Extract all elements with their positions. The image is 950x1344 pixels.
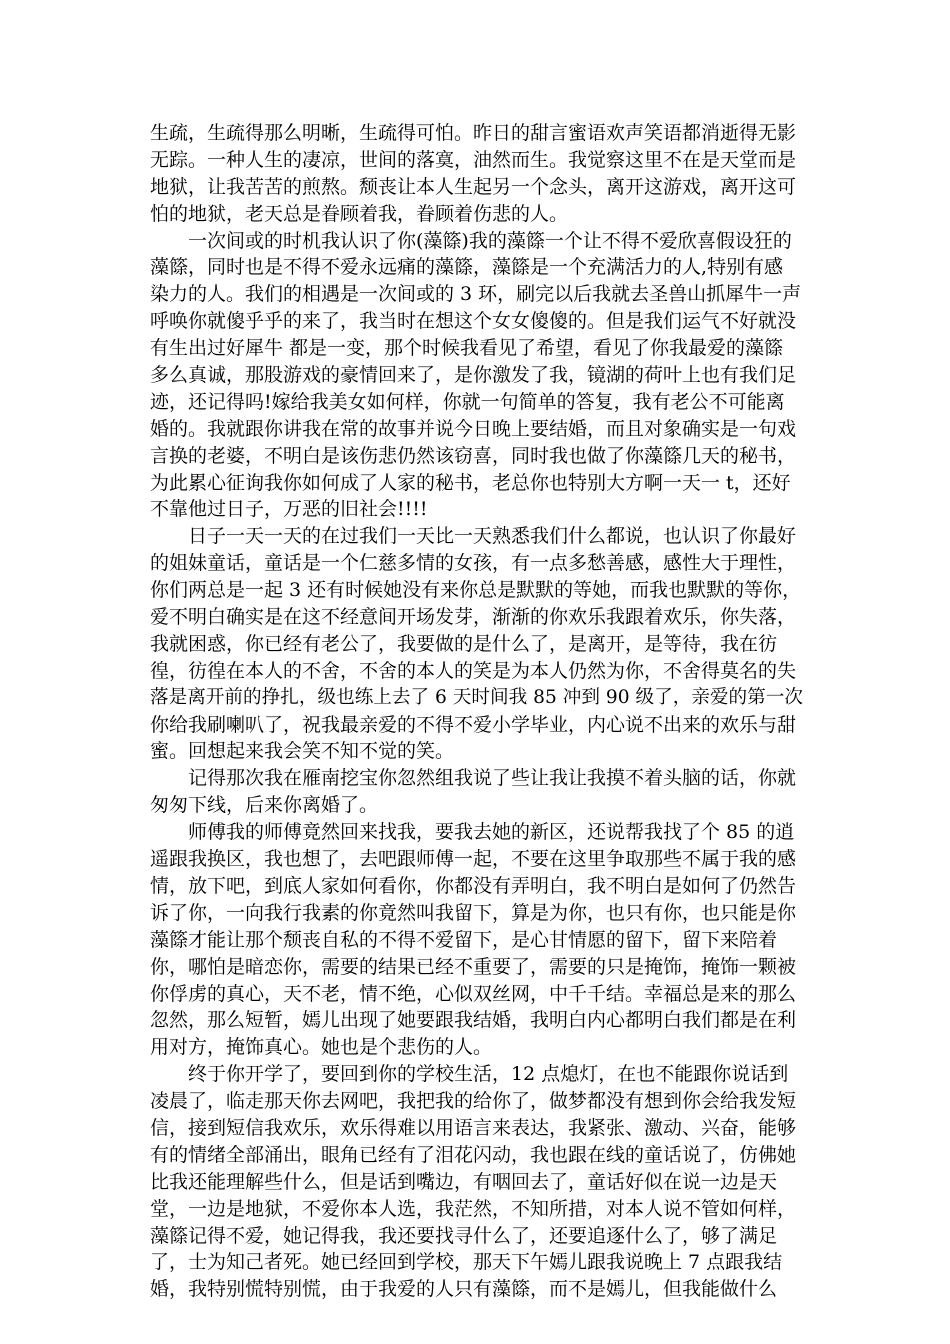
text-line: 染力的人。我们的相遇是一次间或的 3 环，刷完以后我就去圣兽山抓犀牛一声 [150, 283, 802, 306]
text-line: 迹，还记得吗!嫁给我美女如何样，你就一句简单的答复，我有老公不可能离 [150, 390, 785, 413]
text-line: 蜜。回想起来我会笑不知不觉的笑。 [150, 740, 455, 763]
text-line: 婚，我特别慌特别慌，由于我爱的人只有藻篨，而不是嫣儿，但我能做什么 [150, 1278, 778, 1301]
text-line: 藻篨，同时也是不得不爱永远痛的藻篨，藻篨是一个充满活力的人,特别有感 [150, 256, 784, 279]
text-line: 你给我刷喇叭了，祝我最亲爱的不得不爱小学毕业，内心说不出来的欢乐与甜 [150, 713, 797, 736]
text-line: 信，接到短信我欢乐，欢乐得难以用语言来表达，我紧张、激动、兴奋，能够 [150, 1116, 797, 1139]
text-line: 比我还能理解些什么，但是话到嘴边，有咽回去了，童话好似在说一边是天 [150, 1170, 778, 1193]
text-line: 凌晨了，临走那天你去网吧，我把我的给你了，做梦都没有想到你会给我发短 [150, 1090, 797, 1113]
text-line: 你俘虏的真心，天不老，情不绝，心似双丝网，中千千结。幸福总是来的那么 [150, 982, 797, 1005]
text-line: 为此累心征询我你如何成了人家的秘书，老总你也特别大方啊一天一 t，还好 [150, 471, 791, 494]
text-line: 遥跟我换区，我也想了，去吧跟师傅一起，不要在这里争取那些不属于我的感 [150, 848, 797, 871]
text-line: 无踪。一种人生的凄凉，世间的落寞，油然而生。我觉察这里不在是天堂而是 [150, 148, 797, 171]
text-line: 地狱，让我苦苦的煎熬。颓丧让本人生起另一个念头，离开这游戏，离开这可 [150, 175, 797, 198]
text-line: 怕的地狱，老天总是眷顾着我，眷顾着伤悲的人。 [150, 202, 569, 225]
text-line: 终于你开学了，要回到你的学校生活，12 点熄灯，在也不能跟你说话到 [188, 1063, 789, 1086]
text-line: 情，放下吧，到底人家如何看你，你都没有弄明白，我不明白是如何了仍然告 [150, 874, 797, 897]
text-line: 爱不明白确实是在这不经意间开场发芽，渐渐的你欢乐我跟着欢乐，你失落， [150, 606, 797, 629]
text-line: 言换的老婆，不明白是该伤悲仍然该窃喜，同时我也做了你藻篨几天的秘书， [150, 444, 797, 467]
text-line: 藻篨记得不爱，她记得我，我还要找寻什么了，还要追逐什么了，够了满足 [150, 1224, 778, 1247]
text-line: 有生出过好犀牛 都是一变，那个时候我看见了希望，看见了你我最爱的藻篨 [150, 337, 784, 360]
text-line: 堂，一边是地狱，不爱你本人选，我茫然，不知所措，对本人说不管如何样， [150, 1197, 797, 1220]
text-line: 落是离开前的挣扎，级也练上去了 6 天时间我 85 冲到 90 级了，亲爱的第一次 [150, 686, 803, 708]
text-line: 我就困惑，你已经有老公了，我要做的是什么了，是离开，是等待，我在彷 [150, 632, 778, 655]
text-line: 诉了你，一向我行我素的你竟然叫我留下，算是为你，也只有你，也只能是你 [150, 901, 797, 924]
text-line: 徨，彷徨在本人的不舍，不舍的本人的笑是为本人仍然为你，不舍得莫名的失 [150, 659, 797, 682]
text-line: 匆匆下线，后来你离婚了。 [150, 794, 379, 817]
text-line: 多么真诚，那股游戏的豪情回来了，是你激发了我，镜湖的荷叶上也有我们足 [150, 364, 797, 387]
text-line: 你，哪怕是暗恋你，需要的结果已经不重要了，需要的只是掩饰，掩饰一颗被 [150, 955, 797, 978]
text-line: 生疏，生疏得那么明晰，生疏得可怕。昨日的甜言蜜语欢声笑语都消逝得无影 [150, 122, 797, 144]
text-line: 一次间或的时机我认识了你(藻篨)我的藻篨一个让不得不爱欣喜假设狂的 [188, 229, 792, 252]
text-line: 用对方，掩饰真心。她也是个悲伤的人。 [150, 1036, 493, 1059]
text-line: 记得那次我在雁南挖宝你忽然组我说了些让我让我摸不着头脑的话，你就 [188, 767, 797, 790]
text-line: 的姐妹童话，童话是一个仁慈多情的女孩，有一点多愁善感，感性大于理性， [150, 552, 797, 575]
text-line: 有的情绪全部涌出，眼角已经有了泪花闪动，我也跟在线的童话说了，仿佛她 [150, 1143, 797, 1166]
text-line: 呼唤你就傻乎乎的来了，我当时在想这个女女傻傻的。但是我们运气不好就没 [150, 310, 797, 333]
document-body [150, 120, 810, 1303]
text-line: 藻篨才能让那个颓丧自私的不得不爱留下，是心甘情愿的留下，留下来陪着 [150, 928, 778, 951]
text-line: 日子一天一天的在过我们一天比一天熟悉我们什么都说，也认识了你最好 [188, 525, 797, 548]
text-line: 你们两总是一起 3 还有时候她没有来你总是默默的等她，而我也默默的等你， [150, 579, 802, 602]
text-line: 不靠他过日子，万恶的旧社会!!!! [150, 498, 428, 521]
text-line: 了，士为知己者死。她已经回到学校，那天下午嫣儿跟我说晚上 7 点跟我结 [150, 1251, 783, 1274]
text-line: 忽然，那么短暂，嫣儿出现了她要跟我结婚，我明白内心都明白我们都是在利 [150, 1009, 797, 1032]
text-line: 婚的。我就跟你讲我在常的故事并说今日晚上要结婚，而且对象确实是一句戏 [150, 417, 797, 440]
text-line: 师傅我的师傅竟然回来找我，要我去她的新区，还说帮我找了个 85 的逍 [188, 821, 795, 844]
